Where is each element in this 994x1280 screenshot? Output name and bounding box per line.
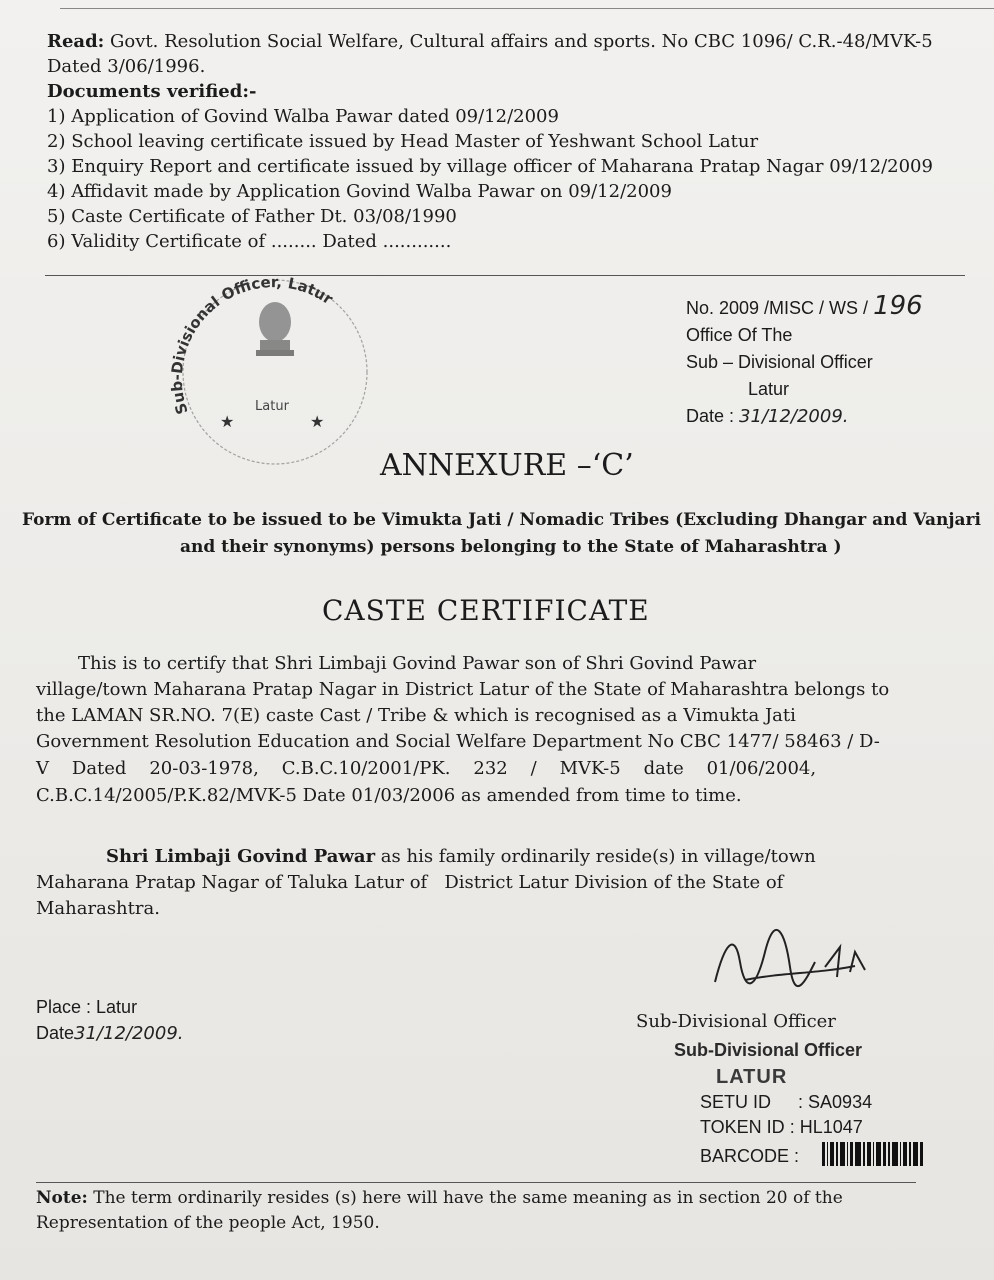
svg-text:★: ★ xyxy=(220,412,235,431)
residence-line3: Maharashtra. xyxy=(36,898,160,919)
note-divider xyxy=(36,1182,916,1183)
list-item: 2) School leaving certificate issued by Head Master of Yeshwant School Latur xyxy=(47,131,759,152)
office-number-handwritten: 196 xyxy=(873,291,923,321)
office-line3: Latur xyxy=(748,379,790,399)
office-line2: Sub – Divisional Officer xyxy=(686,352,873,372)
note-line2: Representation of the people Act, 1950. xyxy=(36,1213,380,1233)
list-item: 4) Affidavit made by Application Govind Walba Pawar on 09/12/2009 xyxy=(47,181,672,202)
seal-text: Sub-Divisional Officer, Latur xyxy=(167,273,337,417)
date-line xyxy=(36,1021,184,1046)
token-value: : HL1047 xyxy=(789,1117,863,1137)
list-item: 1) Application of Govind Walba Pawar dated 09/12/2009 xyxy=(47,106,559,127)
token-label: TOKEN ID xyxy=(700,1117,785,1137)
body-line: village/town Maharana Pratap Nagar in District Latur of the State of Maharashtra belongs to xyxy=(36,679,890,700)
read-label: Read: xyxy=(47,31,105,52)
setu-id-line xyxy=(700,1090,872,1115)
read-text: Govt. Resolution Social Welfare, Cultural affairs and sports. No CBC 1096/ C.R.-48/MVK-5 xyxy=(110,31,933,52)
list-item: 5) Caste Certificate of Father Dt. 03/08/1990 xyxy=(47,206,457,227)
office-number: No. 2009 /MISC / WS / xyxy=(686,298,869,318)
place-label: Place : Latur xyxy=(36,997,138,1017)
form-title-line1: Form of Certificate to be issued to be Vimukta Jati / Nomadic Tribes (Excluding Dhangar and Vanjari xyxy=(22,510,981,530)
list-item: 6) Validity Certificate of ........ Dated ............ xyxy=(47,231,452,252)
svg-text:★: ★ xyxy=(310,412,325,431)
top-rule xyxy=(60,8,994,9)
date-label: Date xyxy=(36,1023,75,1043)
body-line: the LAMAN SR.NO. 7(E) caste Cast / Tribe & which is recognised as a Vimukta Jati xyxy=(36,705,796,726)
barcode-line xyxy=(700,1144,799,1169)
body-line: C.B.C.14/2005/P.K.82/MVK-5 Date 01/03/2006 as amended from time to time. xyxy=(36,785,742,806)
signatory-stamp-line2: LATUR xyxy=(716,1066,788,1088)
emblem-icon xyxy=(256,302,294,356)
residence-line1-rest: as his family ordinarily reside(s) in village/town xyxy=(375,846,816,867)
seal-center-text: Latur xyxy=(255,399,289,414)
body-line: Government Resolution Education and Social Welfare Department No CBC 1477/ 58463 / D- xyxy=(36,731,880,752)
signatory-stamp-line1: Sub-Divisional Officer xyxy=(674,1040,863,1060)
annexure-heading: ANNEXURE –‘C’ xyxy=(380,448,634,483)
office-date-value: 31/12/2009. xyxy=(739,406,849,427)
read-date: Dated 3/06/1996. xyxy=(47,56,206,77)
body-line: V Dated 20-03-1978, C.B.C.10/2001/PK. 232 / MVK-5 date 01/06/2004, xyxy=(36,758,817,779)
note-line1-rest: The term ordinarily resides (s) here will have the same meaning as in section 20 of the xyxy=(87,1188,843,1208)
residence-name: Shri Limbaji Govind Pawar xyxy=(106,846,376,867)
token-id-line xyxy=(700,1115,863,1140)
setu-label: SETU ID xyxy=(700,1092,772,1112)
residence-line2: Maharana Pratap Nagar of Taluka Latur of District Latur Division of the State of xyxy=(36,872,784,893)
form-title-line2: and their synonyms) persons belonging to the State of Maharashtra ) xyxy=(180,537,842,557)
barcode-label: BARCODE : xyxy=(700,1146,800,1166)
residence-line1 xyxy=(106,845,816,869)
svg-text:Sub-Divisional Officer, Latur xyxy=(168,273,337,416)
date-value: 31/12/2009. xyxy=(74,1023,184,1044)
barcode-icon xyxy=(822,1142,924,1166)
signatory-title: Sub-Divisional Officer xyxy=(636,1011,836,1032)
body-line: This is to certify that Shri Limbaji Govind Pawar son of Shri Govind Pawar xyxy=(78,653,757,674)
signature-icon xyxy=(705,922,885,1002)
certificate-title: CASTE CERTIFICATE xyxy=(322,594,650,627)
note-label: Note: xyxy=(36,1188,88,1208)
setu-value: : SA0934 xyxy=(798,1092,873,1112)
documents-list xyxy=(47,104,933,254)
office-line1: Office Of The xyxy=(686,325,793,345)
read-line xyxy=(47,30,933,54)
list-item: 3) Enquiry Report and certificate issued by village officer of Maharana Pratap Nagar 09/12/2009 xyxy=(47,156,933,177)
office-seal-icon xyxy=(160,262,390,472)
office-date-label: Date : xyxy=(686,406,735,426)
office-block xyxy=(686,293,923,430)
note-line1 xyxy=(36,1186,843,1210)
documents-heading: Documents verified:- xyxy=(47,81,257,102)
